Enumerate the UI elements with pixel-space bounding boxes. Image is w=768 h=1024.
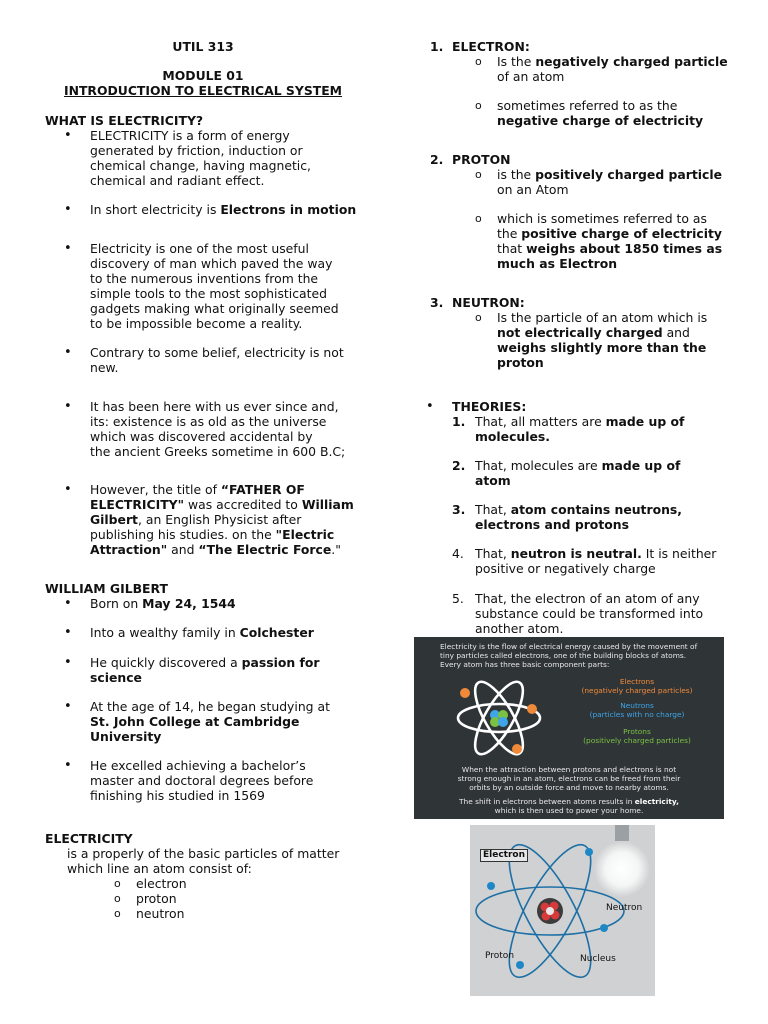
electron-sub-1: Is the negatively charged particle of an atom <box>497 54 728 84</box>
proton-sub-marker: o <box>475 212 482 225</box>
gilbert-bullet-4: • At the age of 14, he began studying at St. John College at Cambridge University <box>90 699 330 744</box>
gilbert-bullet-3: • He quickly discovered a passion for science <box>90 655 320 685</box>
what-is-heading: WHAT IS ELECTRICITY? <box>45 113 204 128</box>
label-neutron: Neutron <box>606 903 643 913</box>
what-is-bullet-2: • In short electricity is Electrons in motion <box>90 202 356 217</box>
proton-number: 2. <box>430 152 444 167</box>
page-title: INTRODUCTION TO ELECTRICAL SYSTEM <box>63 83 342 98</box>
label-nucleus: Nucleus <box>580 954 616 964</box>
neutron-sub-1: Is the particle of an atom which is not electrically charged and weighs slightly more than the proton <box>497 310 708 370</box>
label-proton: Proton <box>485 951 515 961</box>
theory-1-number: 1. <box>452 414 466 429</box>
proton-sub-2: which is sometimes referred to as the positive charge of electricity that weighs about 1850 times as much as Electron <box>497 211 723 271</box>
theory-3: That, atom contains neutrons, electrons and protons <box>475 502 683 532</box>
theory-3-number: 3. <box>452 502 466 517</box>
neutron-number: 3. <box>430 295 444 310</box>
atom-infographic <box>414 637 724 819</box>
electricity-definition: is a properly of the basic particles of matter which line an atom consist of: <box>67 846 340 876</box>
gilbert-bullet-2: • Into a wealthy family in Colchester <box>90 625 314 640</box>
proton-title: PROTON <box>452 152 511 167</box>
course-code: UTIL 313 <box>172 39 234 54</box>
infographic-paragraph-2: When the attraction between protons and electrons is not strong enough in an atom, electrons can be freed from their orbits by an outside force and move to nearby atoms. <box>457 765 681 792</box>
theory-5-number: 5. <box>452 591 464 606</box>
proton-sub-marker: o <box>475 168 482 181</box>
legend-protons: Protons (positively charged particles) <box>583 727 691 745</box>
what-is-bullet-3: • Electricity is one of the most useful discovery of man which paved the way to the numerous inventions from the simple tools to the most sophisticated gadgets making what originally seemed to be impossible become a reality. <box>90 241 339 331</box>
electron-sub-marker: o <box>475 99 482 112</box>
electron-sub-2: sometimes referred to as the negative charge of electricity <box>497 98 704 128</box>
theory-1: That, all matters are made up of molecules. <box>475 414 685 444</box>
proton-sub-1: is the positively charged particle on an Atom <box>497 167 723 197</box>
gilbert-bullet-1: • Born on May 24, 1544 <box>90 596 236 611</box>
neutron-title: NEUTRON: <box>452 295 525 310</box>
gilbert-heading: WILLIAM GILBERT <box>45 581 168 596</box>
what-is-bullet-6: • However, the title of “FATHER OF ELECTRICITY" was accredited to William Gilbert, an English Physicist after publishing his studies. on the "Electric Attraction" and “The Electric Force." <box>90 482 354 557</box>
label-electron: Electron <box>480 849 528 862</box>
theories-heading: • THEORIES: <box>452 399 526 414</box>
what-is-bullet-4: • Contrary to some belief, electricity is not new. <box>90 345 344 375</box>
theory-5: That, the electron of an atom of any substance could be transformed into another atom. <box>475 591 704 636</box>
electricity-heading: ELECTRICITY <box>45 831 133 846</box>
gilbert-bullet-5: • He excelled achieving a bachelor’s master and doctoral degrees before finishing his studied in 1569 <box>90 758 313 803</box>
electron-number: 1. <box>430 39 444 54</box>
neutron-sub-marker: o <box>475 311 482 324</box>
theory-4: That, neutron is neutral. It is neither positive or negatively charge <box>475 546 717 576</box>
legend-electrons: Electrons (negatively charged particles) <box>581 677 693 695</box>
module-label: MODULE 01 <box>162 68 244 83</box>
what-is-bullet-1: • ELECTRICITY is a form of energy generated by friction, induction or chemical change, having magnetic, chemical and radiant effect. <box>90 128 311 188</box>
theory-4-number: 4. <box>452 546 464 561</box>
atom-icon <box>454 675 544 761</box>
theory-2-number: 2. <box>452 458 466 473</box>
electron-sub-marker: o <box>475 55 482 68</box>
legend-neutrons: Neutrons (particles with no charge) <box>589 701 685 719</box>
atom-diagram <box>470 825 655 996</box>
infographic-paragraph-3: The shift in electrons between atoms results in electricity, which is then used to power your home. <box>459 797 679 815</box>
electron-title: ELECTRON: <box>452 39 530 54</box>
infographic-intro: Electricity is the flow of electrical energy caused by the movement of tiny particles called electrons, one of the building blocks of atoms. Every atom has three basic component parts: <box>440 642 698 669</box>
what-is-bullet-5: • It has been here with us ever since and, its: existence is as old as the universe which was discovered accidental by the ancient Greeks sometime in 600 B.C; <box>90 399 345 459</box>
theory-2: That, molecules are made up of atom <box>475 458 681 488</box>
